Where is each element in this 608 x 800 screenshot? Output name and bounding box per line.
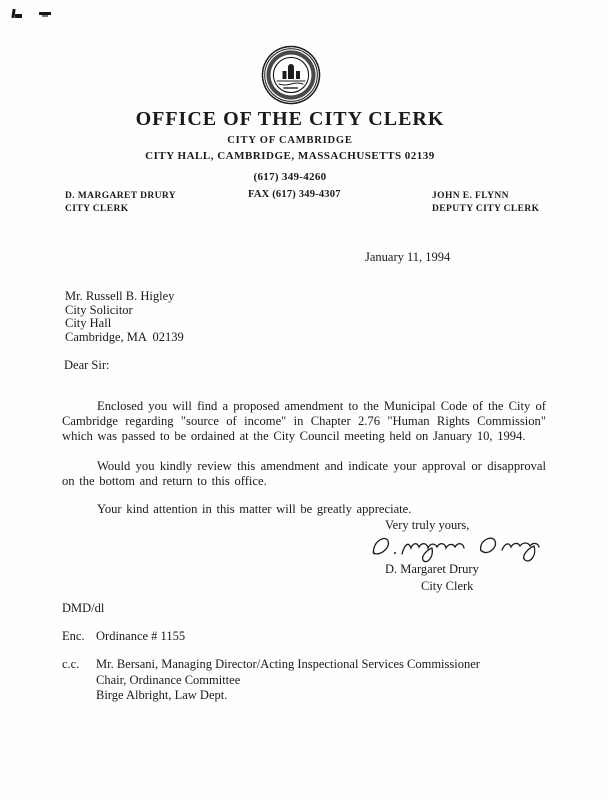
official-left-title: CITY CLERK bbox=[65, 204, 129, 214]
recipient-org: City Hall bbox=[65, 316, 112, 330]
recipient-title: City Solicitor bbox=[65, 302, 133, 317]
typist-reference: DMD/dl bbox=[62, 601, 105, 615]
scan-artifact bbox=[15, 14, 22, 18]
recipient-city: Cambridge, MA 02139 bbox=[65, 329, 184, 344]
recipient-name: Mr. Russell B. Higley bbox=[65, 289, 175, 303]
city-seal-icon bbox=[260, 44, 322, 106]
signature-typed-name: D. Margaret Drury bbox=[385, 562, 479, 576]
cc-label: c.c. bbox=[62, 657, 80, 671]
official-right-title: DEPUTY CITY CLERK bbox=[432, 204, 540, 214]
letter-date: January 11, 1994 bbox=[365, 250, 451, 264]
office-phone: (617) 349-4260 bbox=[253, 171, 327, 183]
official-right-name: JOHN E. FLYNN bbox=[432, 191, 509, 201]
body-paragraph: Enclosed you will find a proposed amendment to the Municipal Code of the City of Cambridge regarding "source of income" in Chapter 2.76 "Human Rights Commission" which was passed to be ordained at the City Council meeting held on January 10, 1994. bbox=[62, 398, 546, 443]
scan-artifact bbox=[42, 15, 48, 17]
recipient-address bbox=[65, 290, 184, 344]
city-name: CITY OF CAMBRIDGE bbox=[227, 135, 353, 146]
signature-typed-title: City Clerk bbox=[421, 579, 474, 593]
enclosure-label: Enc. bbox=[62, 629, 85, 643]
cc-list bbox=[96, 657, 480, 704]
cc-item: Mr. Bersani, Managing Director/Acting Inspectional Services Commissioner bbox=[96, 657, 480, 671]
office-fax: FAX (617) 349-4307 bbox=[248, 189, 341, 200]
official-right bbox=[432, 190, 539, 216]
cc-item: Chair, Ordinance Committee bbox=[96, 672, 241, 687]
cc-item: Birge Albright, Law Dept. bbox=[96, 688, 228, 702]
enclosure-text: Ordinance # 1155 bbox=[96, 629, 186, 643]
office-title: OFFICE OF THE CITY CLERK bbox=[135, 108, 445, 130]
body-paragraph: Your kind attention in this matter will be greatly appreciate. bbox=[97, 501, 412, 516]
body-paragraph: Would you kindly review this amendment and indicate your approval or disapproval on the bottom and return to this office. bbox=[62, 458, 546, 488]
official-left-name: D. MARGARET DRURY bbox=[65, 191, 177, 201]
salutation: Dear Sir: bbox=[64, 358, 110, 372]
closing-phrase: Very truly yours, bbox=[385, 518, 470, 532]
office-address: CITY HALL, CAMBRIDGE, MASSACHUSETTS 02139 bbox=[145, 150, 435, 162]
official-left bbox=[65, 190, 176, 216]
